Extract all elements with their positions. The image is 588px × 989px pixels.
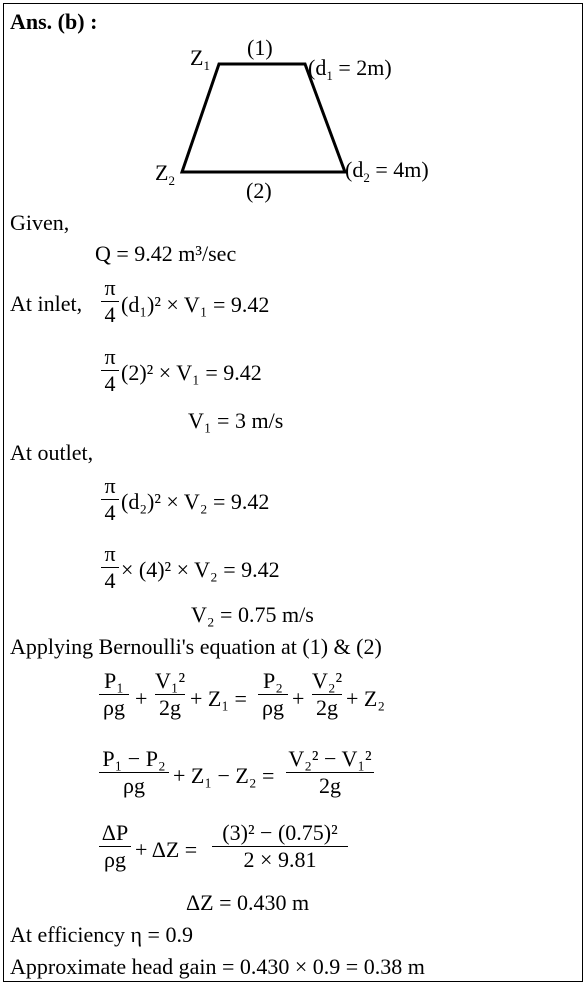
- bottom-section-label: (2): [246, 178, 272, 203]
- pi-over-4: π 4: [101, 541, 119, 594]
- plus-sign: +: [135, 686, 148, 711]
- d2-label: $(d_2 = 4m)$: [345, 157, 429, 185]
- inlet-eq-2: (2)² × V₁ = 9.42: [121, 360, 262, 385]
- plus-z1: + Z₁ =: [190, 686, 247, 711]
- pi-over-4: π 4: [101, 344, 119, 397]
- fraction-v1sq: V₁² 2g: [155, 668, 186, 720]
- fraction-p2: P₂ ρg: [258, 668, 288, 721]
- z2-label: $Z_2$: [155, 160, 175, 188]
- inlet-velocity-result: V₁ = 3 m/s: [188, 408, 284, 433]
- inlet-eq-1: (d₁)² × V₁ = 9.42: [121, 292, 270, 317]
- top-section-label: (1): [247, 35, 273, 60]
- pi-over-4: π 4: [101, 473, 119, 526]
- bernoulli-heading: Applying Bernoulli's equation at (1) & (2): [10, 634, 382, 659]
- fraction-v2sq: V₂² 2g: [312, 668, 343, 720]
- given-label: Given,: [10, 210, 70, 235]
- outlet-velocity-result: V₂ = 0.75 m/s: [191, 602, 314, 627]
- answer-label: Ans. (b) :: [10, 9, 98, 34]
- efficiency-line: At efficiency η = 0.9: [10, 922, 193, 947]
- z1-label: $Z_1$: [190, 45, 210, 73]
- z-difference: + Z₁ − Z₂ =: [173, 763, 275, 788]
- delta-z-result: ΔZ = 0.430 m: [186, 890, 310, 915]
- fraction-pressure-diff: P₁ − P₂ ρg: [99, 746, 169, 799]
- fraction-delta-p: ΔP ρg: [99, 820, 131, 873]
- inlet-label: At inlet,: [10, 291, 83, 316]
- plus-z2: + Z₂: [346, 686, 386, 711]
- fraction-numeric: (3)² − (0.75)² 2 × 9.81: [212, 820, 348, 873]
- pipe-trapezoid: [182, 64, 345, 172]
- plus-delta-z: + ΔZ =: [135, 837, 198, 862]
- discharge-equation: Q = 9.42 m³/sec: [95, 241, 237, 266]
- fraction-p1: P₁ ρg: [99, 668, 129, 721]
- final-answer: Approximate head gain = 0.430 × 0.9 = 0.38 m: [10, 954, 425, 979]
- plus-sign: +: [292, 686, 305, 711]
- pipe-diagram: [0, 0, 588, 210]
- outlet-eq-2: × (4)² × V₂ = 9.42: [121, 557, 280, 582]
- d1-label: $(d_1 = 2m)$: [308, 55, 392, 83]
- pi-over-4: π 4: [101, 275, 119, 328]
- outlet-label: At outlet,: [10, 440, 94, 465]
- fraction-velocity-diff: V₂² − V₁² 2g: [286, 746, 374, 799]
- outlet-eq-1: (d₂)² × V₂ = 9.42: [121, 489, 270, 514]
